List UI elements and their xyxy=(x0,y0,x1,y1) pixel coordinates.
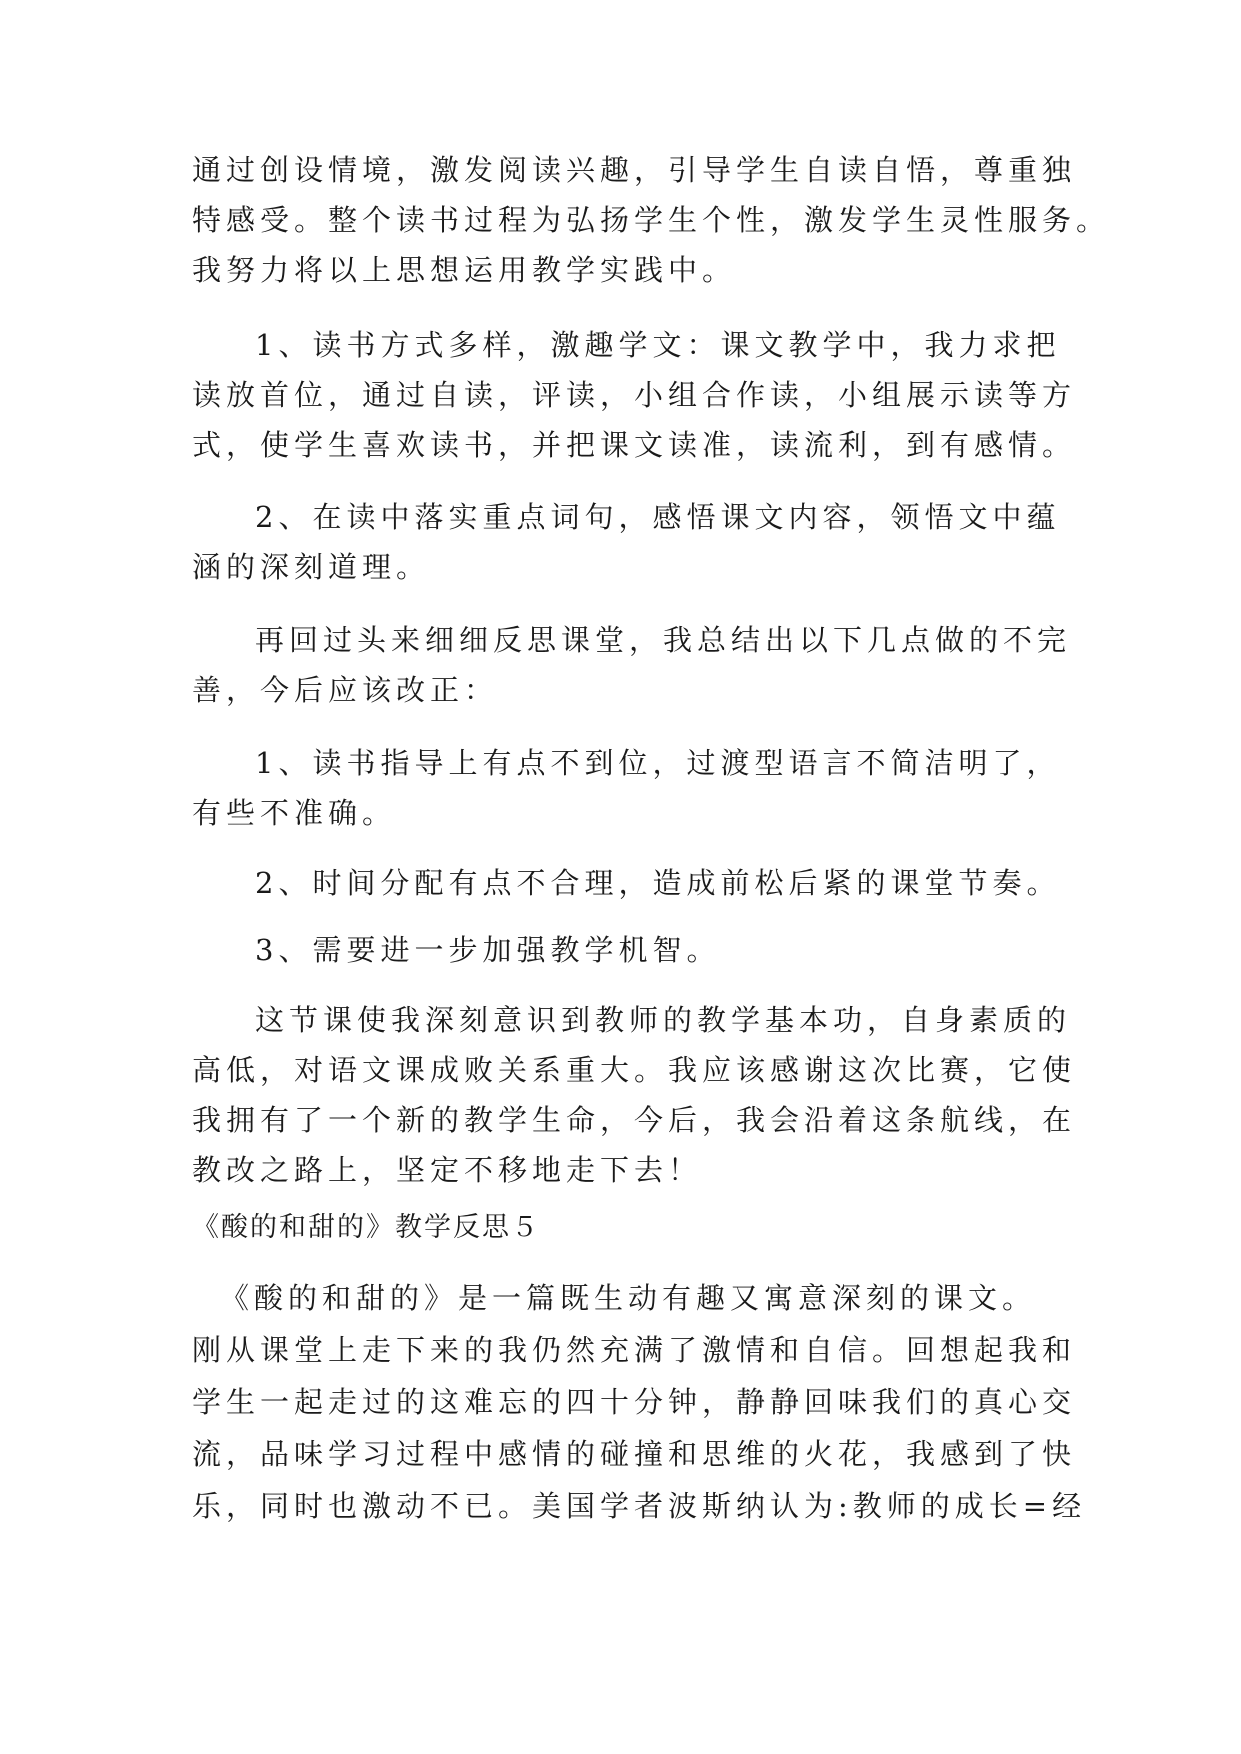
text-line: 刚从课堂上走下来的我仍然充满了激情和自信。回想起我和 xyxy=(192,1333,1077,1367)
text-line: 1、读书指导上有点不到位，过渡型语言不简洁明了， xyxy=(255,746,1061,780)
text-line: 《酸的和甜的》是一篇既生动有趣又寓意深刻的课文。 xyxy=(220,1281,1037,1315)
text-line: 有些不准确。 xyxy=(192,796,397,830)
text-line: 乐，同时也激动不已。美国学者波斯纳认为:教师的成长=经 xyxy=(192,1489,1087,1523)
text-line: 再回过头来细细反思课堂，我总结出以下几点做的不完 xyxy=(255,623,1072,657)
text-line: 这节课使我深刻意识到教师的教学基本功，自身素质的 xyxy=(255,1003,1072,1037)
text-line: 涵的深刻道理。 xyxy=(192,550,431,584)
text-line: 2、在读中落实重点词句，感悟课文内容，领悟文中蕴 xyxy=(255,500,1061,534)
text-line: 我拥有了一个新的教学生命，今后，我会沿着这条航线，在 xyxy=(192,1103,1077,1137)
text-line: 教改之路上，坚定不移地走下去！ xyxy=(192,1153,703,1187)
section-heading: 《酸的和甜的》教学反思５ xyxy=(192,1212,540,1243)
text-line: 2、时间分配有点不合理，造成前松后紧的课堂节奏。 xyxy=(255,866,1061,900)
text-line: 学生一起走过的这难忘的四十分钟，静静回味我们的真心交 xyxy=(192,1385,1077,1419)
text-line: 3、需要进一步加强教学机智。 xyxy=(255,933,721,967)
text-line: 通过创设情境，激发阅读兴趣，引导学生自读自悟，尊重独 xyxy=(192,153,1077,187)
text-line: 特感受。整个读书过程为弘扬学生个性，激发学生灵性服务。 xyxy=(192,203,1111,237)
text-line: 高低，对语文课成败关系重大。我应该感谢这次比赛，它使 xyxy=(192,1053,1077,1087)
text-line: 1、读书方式多样，激趣学文：课文教学中，我力求把 xyxy=(255,328,1061,362)
text-line: 我努力将以上思想运用教学实践中。 xyxy=(192,253,737,287)
text-line: 读放首位，通过自读，评读，小组合作读，小组展示读等方 xyxy=(192,378,1077,412)
text-line: 式，使学生喜欢读书，并把课文读准，读流利，到有感情。 xyxy=(192,428,1077,462)
text-line: 善，今后应该改正： xyxy=(192,673,499,707)
text-line: 流，品味学习过程中感情的碰撞和思维的火花，我感到了快 xyxy=(192,1437,1077,1471)
